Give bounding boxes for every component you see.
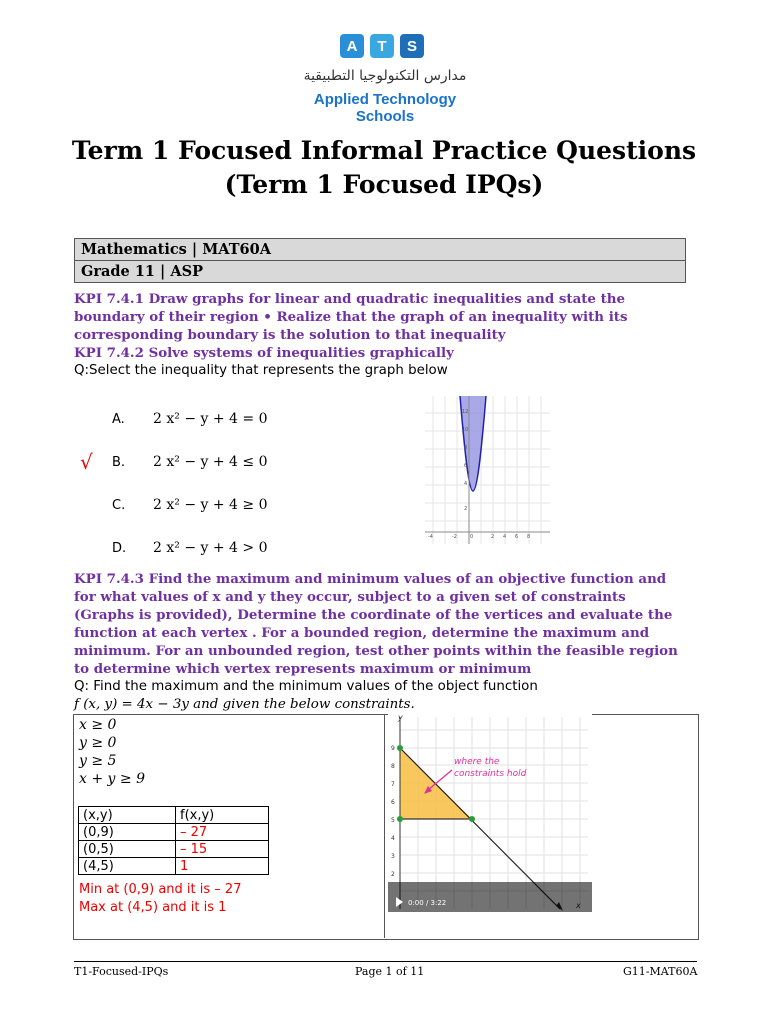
option-d-equation: 2 x² − y + 4 > 0 [153, 540, 268, 556]
constraint-2: y ≥ 0 [79, 735, 117, 751]
constraint-4: x + y ≥ 9 [79, 771, 145, 787]
g2-axis-y: y [398, 713, 403, 722]
g2-ytick-4: 4 [391, 835, 395, 842]
option-c-equation: 2 x² − y + 4 ≥ 0 [153, 497, 268, 513]
vertex-4-5 [469, 816, 475, 822]
table-row [79, 858, 269, 875]
logo-letter-a: A [340, 34, 364, 58]
option-d-letter: D. [112, 541, 127, 556]
x-tick-6: 6 [515, 534, 519, 540]
ats-logo [340, 34, 424, 58]
video-time: 0:00 / 3:22 [408, 899, 447, 907]
constraint-1: x ≥ 0 [79, 717, 117, 733]
footer-left: T1-Focused-IPQs [74, 965, 169, 978]
grade-cell: Grade 11 | ASP [75, 261, 686, 283]
value-cell: – 27 [176, 824, 269, 841]
y-tick-2: 2 [464, 506, 468, 512]
x-tick-2: 2 [491, 534, 495, 540]
vertex-table [78, 806, 269, 875]
value-cell: 1 [176, 858, 269, 875]
vertex-cell: (0,5) [79, 841, 176, 858]
x-tick-neg2: -2 [452, 534, 457, 540]
constraints-graph-video[interactable] [388, 712, 592, 912]
vertex-0-5 [397, 816, 403, 822]
annotation-line1: where the [454, 757, 500, 767]
x-tick-4: 4 [503, 534, 507, 540]
option-a-equation: 2 x² − y + 4 = 0 [153, 411, 268, 427]
x-tick-0: 0 [470, 534, 474, 540]
footer-divider [74, 961, 697, 962]
subject-cell: Mathematics | MAT60A [75, 239, 686, 261]
x-tick-8: 8 [527, 534, 531, 540]
table-divider [384, 714, 385, 938]
min-result: Min at (0,9) and it is – 27 [79, 882, 242, 897]
option-b-equation: 2 x² − y + 4 ≤ 0 [153, 454, 268, 470]
subject-header-table [74, 238, 686, 283]
footer-right: G11-MAT60A [623, 965, 698, 978]
g2-ytick-7: 7 [391, 781, 395, 788]
vertex-cell: (4,5) [79, 858, 176, 875]
page-title-line1: Term 1 Focused Informal Practice Questions [71, 136, 697, 165]
g2-ytick-2: 2 [391, 871, 395, 878]
header-xy: (x,y) [79, 807, 176, 824]
g2-ytick-3: 3 [391, 853, 395, 860]
vertex-0-9 [397, 745, 403, 751]
max-result: Max at (4,5) and it is 1 [79, 900, 227, 915]
y-tick-6: 6 [464, 463, 468, 469]
g2-ytick-5: 5 [391, 817, 395, 824]
logo-arabic-text: مدارس التكنولوجيا التطبيقية [303, 68, 467, 84]
g2-ytick-9: 9 [391, 745, 395, 752]
logo-letter-t: T [370, 34, 394, 58]
kpi-7-4-2: KPI 7.4.2 Solve systems of inequalities graphically [74, 345, 454, 361]
question-2-line1: Q: Find the maximum and the minimum values of the object function [74, 679, 538, 694]
parabola-graph [425, 396, 550, 544]
table-row [79, 841, 269, 858]
g2-ytick-8: 8 [391, 763, 395, 770]
video-controls-bar [388, 882, 592, 912]
y-tick-10: 10 [462, 427, 469, 433]
y-tick-4: 4 [464, 481, 468, 487]
value-cell: – 15 [176, 841, 269, 858]
table-row [79, 824, 269, 841]
kpi-7-4-1: KPI 7.4.1 Draw graphs for linear and quadratic inequalities and state the boundary of their region • Realize that the graph of an inequality with its corresponding boundary is the solution to that inequality [74, 291, 628, 343]
option-c-letter: C. [112, 498, 126, 513]
page-title-line2: (Term 1 Focused IPQs) [224, 170, 544, 199]
question-2-line2: f (x, y) = 4x − 3y and given the below constraints. [74, 697, 415, 712]
logo-english-text: Applied Technology Schools [313, 91, 457, 125]
g2-ytick-6: 6 [391, 799, 395, 806]
annotation-line2: constraints hold [454, 769, 527, 779]
footer-page-number: Page 1 of 11 [355, 965, 425, 978]
question-1: Q:Select the inequality that represents the graph below [74, 363, 448, 378]
y-tick-8: 8 [464, 445, 468, 451]
kpi-7-4-3: KPI 7.4.3 Find the maximum and minimum values of an objective function and for what values of x and y they occur, subject to a given set of constraints (Graphs is provided), Determine the coordinate of the vertices and evaluate the function at each vertex . For a bounded region, determine the maximum and minimum. For an unbounded region, test other points within the feasible region to determine which vertex represents maximum or minimum [74, 571, 678, 677]
y-tick-12: 12 [462, 409, 469, 415]
option-a-letter: A. [112, 412, 125, 427]
option-b-letter: B. [112, 455, 126, 470]
constraint-3: y ≥ 5 [79, 753, 117, 769]
logo-letter-s: S [400, 34, 424, 58]
vertex-cell: (0,9) [79, 824, 176, 841]
x-tick-neg4: -4 [428, 534, 433, 540]
header-fxy: f(x,y) [176, 807, 269, 824]
correct-checkmark: √ [80, 450, 93, 474]
